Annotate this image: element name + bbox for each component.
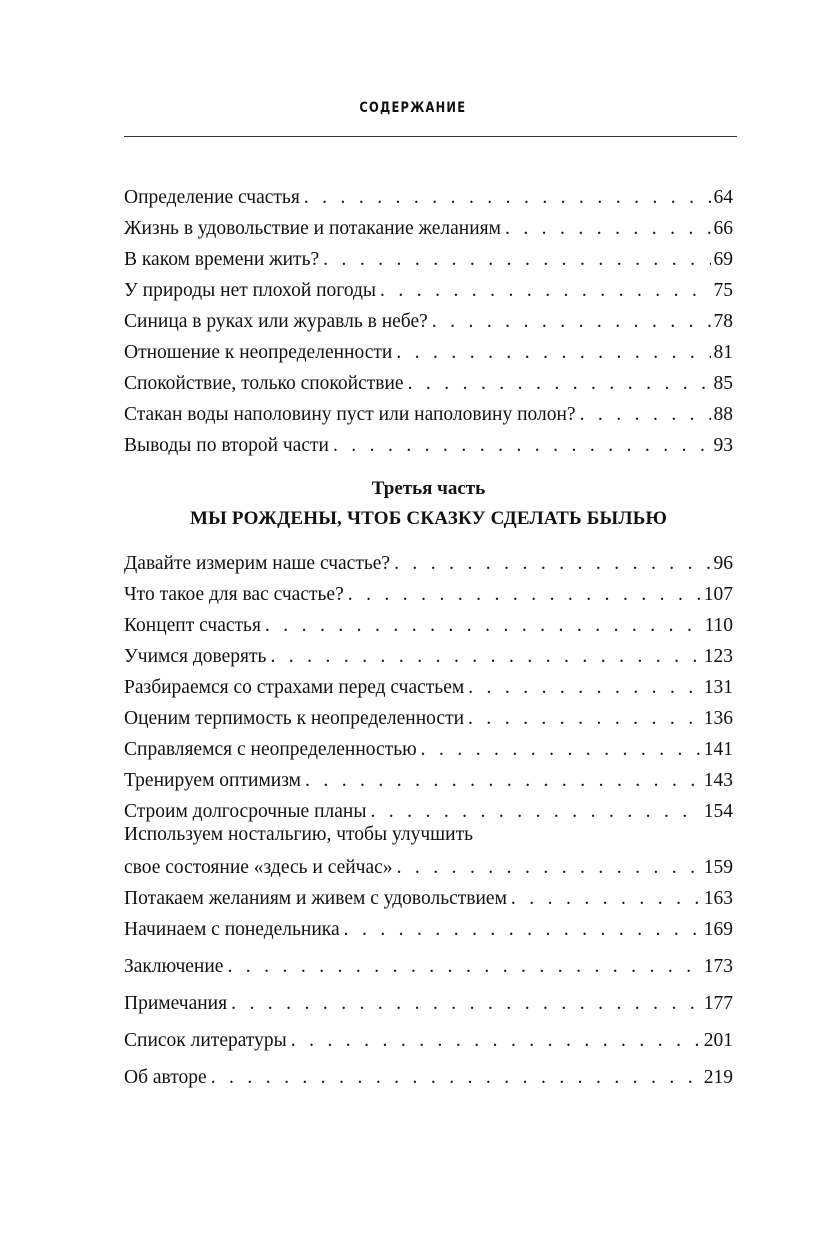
- toc-entry-title: Жизнь в удовольствие и потакание желаниям: [124, 218, 501, 239]
- toc-entry[interactable]: [124, 426, 733, 457]
- toc-entry-title: Строим долгосрочные планы: [124, 801, 367, 822]
- toc-entry[interactable]: [124, 699, 733, 730]
- page-header: СОДЕРЖАНИЕ: [359, 100, 467, 116]
- toc-entry-title: Тренируем оптимизм: [124, 770, 301, 791]
- toc-entry-title: Заключение: [124, 956, 224, 977]
- toc-entry-title: Об авторе: [124, 1067, 207, 1088]
- toc-entry-page: 141: [703, 739, 733, 760]
- toc-entry-page: 69: [713, 249, 733, 270]
- leader-dots: [380, 279, 710, 302]
- toc-entry-page: 107: [703, 584, 733, 605]
- leader-dots: [231, 992, 701, 1015]
- toc-entry-page: 96: [713, 553, 733, 574]
- toc-entry-page: 169: [703, 919, 733, 940]
- toc-entry-title: Список литературы: [124, 1030, 287, 1051]
- toc-entry-title: Потакаем желаниям и живем с удовольствием: [124, 888, 507, 909]
- toc-entry-page: 85: [713, 373, 733, 394]
- toc-entry-page: 75: [713, 280, 733, 301]
- toc-entry[interactable]: [124, 730, 733, 761]
- toc-entry[interactable]: [124, 910, 733, 941]
- toc-entry-page: 154: [703, 801, 733, 822]
- toc-entry-title: Давайте измерим наше счастье?: [124, 553, 391, 574]
- toc-entry-title: Начинаем с понедельника: [124, 919, 340, 940]
- leader-dots: [394, 552, 710, 575]
- toc-entry-title: У природы нет плохой погоды: [124, 280, 377, 301]
- toc-entry[interactable]: [124, 606, 733, 637]
- leader-dots: [348, 583, 701, 606]
- toc-entry-title: Определение счастья: [124, 187, 300, 208]
- toc-entry[interactable]: [124, 364, 733, 395]
- leader-dots: [305, 769, 701, 792]
- leader-dots: [432, 310, 711, 333]
- toc-entry-title: Примечания: [124, 993, 228, 1014]
- toc-entry[interactable]: [124, 668, 733, 699]
- toc-entry-title-line1: Используем ностальгию, чтобы улучшить: [124, 824, 474, 845]
- toc-entry-title: Спокойствие, только спокойствие: [124, 373, 404, 394]
- toc-entry-page: 159: [703, 857, 733, 878]
- toc-entry[interactable]: [124, 761, 733, 792]
- toc-entry-title: Отношение к неопределенности: [124, 342, 393, 363]
- toc-entry-page: 173: [703, 956, 733, 977]
- toc-entry[interactable]: [124, 879, 733, 910]
- leader-dots: [468, 676, 701, 699]
- toc-entry-page: 81: [713, 342, 733, 363]
- part-label: Третья часть: [371, 478, 486, 499]
- leader-dots: [511, 887, 701, 910]
- toc-entry[interactable]: [124, 302, 733, 333]
- toc-entry-page: 123: [703, 646, 733, 667]
- leader-dots: [421, 738, 701, 761]
- toc-entry[interactable]: [124, 333, 733, 364]
- leader-dots: [270, 645, 700, 668]
- leader-dots: [211, 1066, 701, 1089]
- toc-entry-page: 219: [703, 1067, 733, 1088]
- toc-entry[interactable]: [124, 792, 733, 823]
- leader-dots: [505, 217, 711, 240]
- leader-dots: [396, 341, 710, 364]
- toc-entry-page: 131: [703, 677, 733, 698]
- toc-entry[interactable]: [124, 178, 733, 209]
- toc-entry[interactable]: [124, 395, 733, 426]
- leader-dots: [227, 955, 700, 978]
- toc-entry-title: Синица в руках или журавль в небе?: [124, 311, 428, 332]
- toc-entry-page: 201: [703, 1030, 733, 1051]
- toc-entry-page: 143: [703, 770, 733, 791]
- leader-dots: [333, 434, 711, 457]
- leader-dots: [344, 918, 701, 941]
- leader-dots: [265, 614, 702, 637]
- leader-dots: [304, 186, 711, 209]
- leader-dots: [468, 707, 701, 730]
- toc-entry[interactable]: [124, 544, 733, 575]
- toc-entry-title: Справляемся с неопределенностью: [124, 739, 417, 760]
- toc-entry-title: Разбираемся со страхами перед счастьем: [124, 677, 465, 698]
- leader-dots: [397, 856, 701, 879]
- toc-entry-title: Учимся доверять: [124, 646, 267, 667]
- table-of-contents: [124, 178, 733, 1089]
- toc-entry-page: 78: [713, 311, 733, 332]
- toc-entry[interactable]: [124, 823, 733, 879]
- toc-entry-title: Что такое для вас счастье?: [124, 584, 344, 605]
- header-rule: [124, 136, 737, 137]
- toc-entry-page: 177: [703, 993, 733, 1014]
- toc-entry-title: Стакан воды наполовину пуст или наполовину полон?: [124, 404, 576, 425]
- leader-dots: [291, 1029, 701, 1052]
- toc-entry[interactable]: [124, 1052, 733, 1089]
- toc-entry[interactable]: [124, 240, 733, 271]
- leader-dots: [323, 248, 710, 271]
- toc-entry-page: 163: [703, 888, 733, 909]
- part-title: МЫ РОЖДЕНЫ, ЧТОБ СКАЗКУ СДЕЛАТЬ БЫЛЬЮ: [189, 508, 668, 529]
- leader-dots: [408, 372, 711, 395]
- toc-entry[interactable]: [124, 209, 733, 240]
- toc-entry[interactable]: [124, 271, 733, 302]
- toc-entry-title: Оценим терпимость к неопределенности: [124, 708, 465, 729]
- toc-entry-page: 93: [713, 435, 733, 456]
- toc-entry-page: 88: [713, 404, 733, 425]
- toc-entry-title-line2: свое состояние «здесь и сейчас»: [124, 857, 393, 878]
- toc-entry[interactable]: [124, 978, 733, 1015]
- toc-entry-title: Выводы по второй части: [124, 435, 329, 456]
- leader-dots: [580, 403, 711, 426]
- toc-entry-page: 136: [703, 708, 733, 729]
- toc-entry-page: 66: [713, 218, 733, 239]
- toc-entry[interactable]: [124, 637, 733, 668]
- toc-entry[interactable]: [124, 941, 733, 978]
- toc-entry-page: 64: [713, 187, 733, 208]
- toc-entry-page: 110: [704, 615, 733, 636]
- toc-entry[interactable]: [124, 1015, 733, 1052]
- toc-entry-title: Концепт счастья: [124, 615, 261, 636]
- leader-dots: [370, 800, 700, 823]
- toc-entry[interactable]: [124, 575, 733, 606]
- toc-entry-title: В каком времени жить?: [124, 249, 320, 270]
